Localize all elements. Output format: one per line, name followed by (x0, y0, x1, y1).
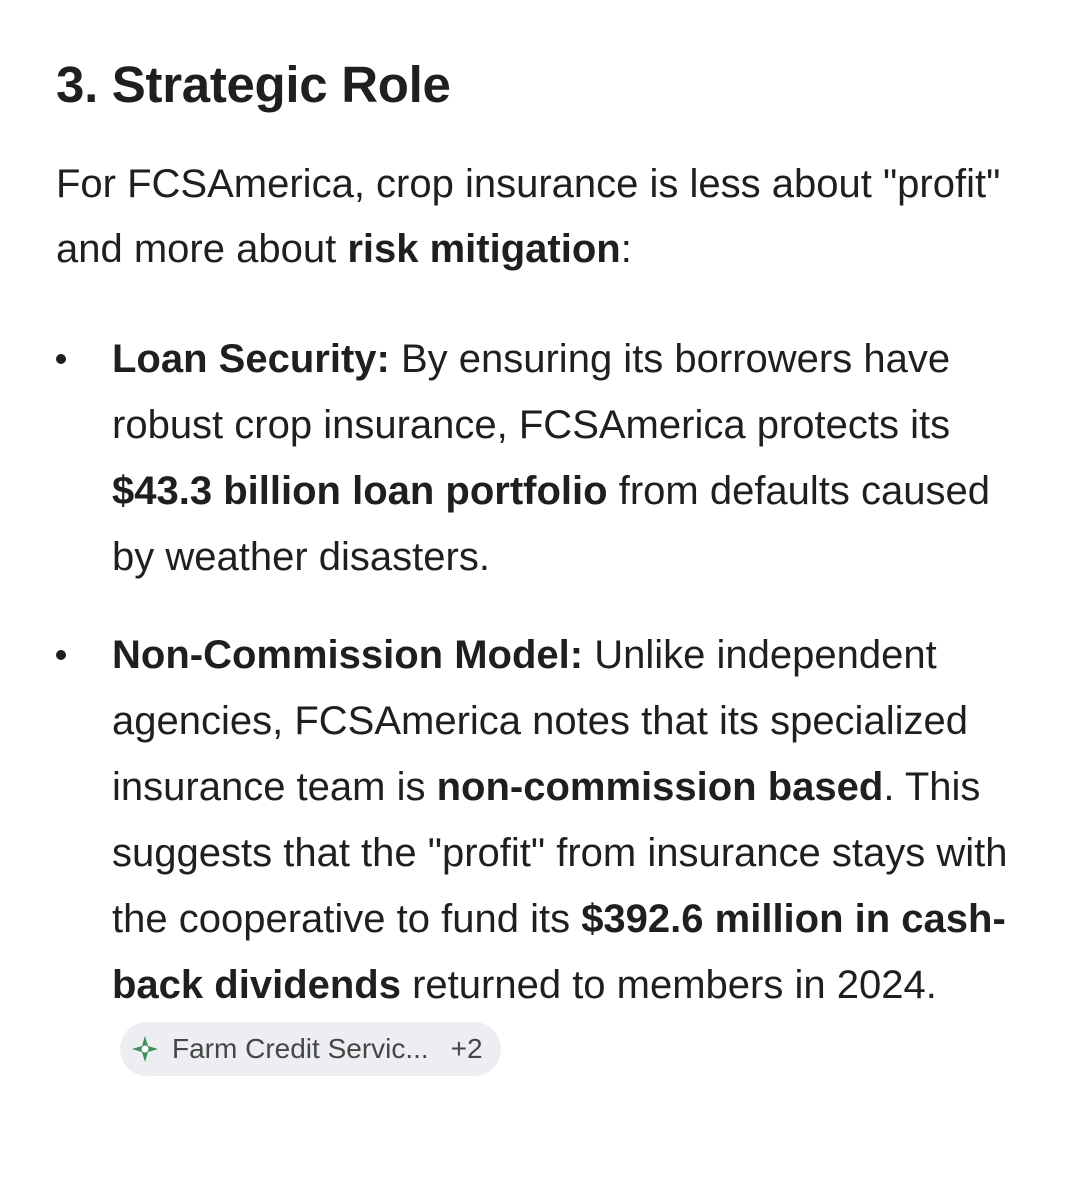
bullet-bold-text: non-commission based (436, 765, 884, 809)
bullet-dot (56, 354, 66, 364)
list-item-loan-security (56, 326, 1031, 590)
intro-paragraph (56, 152, 1031, 282)
intro-text-end: : (620, 227, 632, 271)
farm-credit-logo-icon (130, 1034, 160, 1064)
bullet-text: By ensuring its borrowers have robust crop insurance, FCSAmerica protects its (112, 337, 951, 447)
bullet-text: from defaults caused by weather disasters. (112, 469, 991, 579)
section-title: 3. Strategic Role (56, 56, 451, 113)
bullet-dot (56, 650, 66, 660)
response-content (56, 52, 1031, 1084)
source-chip[interactable] (120, 1022, 501, 1076)
source-chip-label: Farm Credit Servic... (172, 1033, 429, 1065)
bullet-heading: Non-Commission Model: (112, 633, 584, 677)
bullet-heading: Loan Security: (112, 337, 390, 381)
intro-bold-text: risk mitigation (347, 227, 621, 271)
bullet-list (56, 326, 1031, 1084)
bullet-text: returned to members in 2024. (400, 963, 937, 1007)
intro-text: For FCSAmerica, crop insurance is less about "profit" and more about (56, 162, 1001, 271)
bullet-text: Unlike independent agencies, FCSAmerica notes that its specialized insurance team is (112, 633, 968, 809)
list-item-non-commission-model (56, 622, 1031, 1084)
source-chip-count: +2 (450, 1033, 483, 1065)
bullet-text: . This suggests that the "profit" from insurance stays with the cooperative to fund its (112, 765, 1008, 941)
bullet-bold-text: $43.3 billion loan portfolio (112, 469, 608, 513)
bullet-bold-text: $392.6 million in cash-back dividends (112, 897, 1006, 1007)
